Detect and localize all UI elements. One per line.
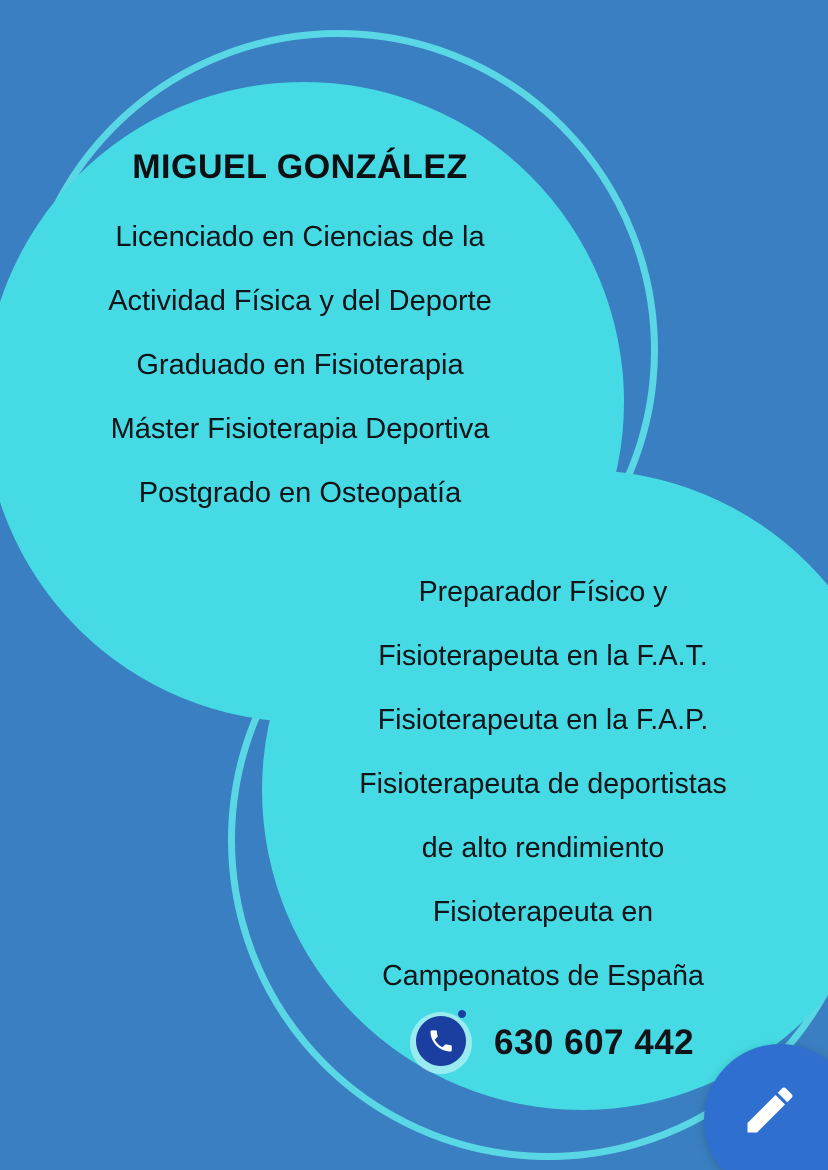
- phone-icon-dot: [458, 1010, 466, 1018]
- experience-block: [258, 560, 828, 1008]
- qualification-line: Licenciado en Ciencias de la: [115, 221, 485, 253]
- phone-icon-disc: [416, 1016, 466, 1066]
- person-name: MIGUEL GONZÁLEZ: [132, 148, 468, 186]
- contact-row[interactable]: [410, 1012, 694, 1074]
- experience-line: de alto rendimiento: [421, 832, 665, 864]
- phone-icon[interactable]: [410, 1012, 472, 1074]
- experience-line: Fisioterapeuta en: [432, 896, 654, 928]
- qualifications-block: [0, 148, 600, 525]
- phone-number[interactable]: 630 607 442: [494, 1023, 695, 1062]
- experience-line: Preparador Físico y: [418, 576, 668, 608]
- experience-line: Fisioterapeuta en la F.A.T.: [378, 640, 708, 672]
- qualification-line: Máster Fisioterapia Deportiva: [110, 413, 490, 445]
- qualification-line: Graduado en Fisioterapia: [136, 349, 464, 381]
- pencil-compose-icon: [740, 1080, 800, 1140]
- experience-line: Fisioterapeuta de deportistas: [359, 768, 727, 800]
- qualification-line: Actividad Física y del Deporte: [108, 285, 492, 317]
- experience-line: Campeonatos de España: [382, 960, 704, 992]
- experience-line: Fisioterapeuta en la F.A.P.: [377, 704, 709, 736]
- qualification-line: Postgrado en Osteopatía: [138, 477, 462, 509]
